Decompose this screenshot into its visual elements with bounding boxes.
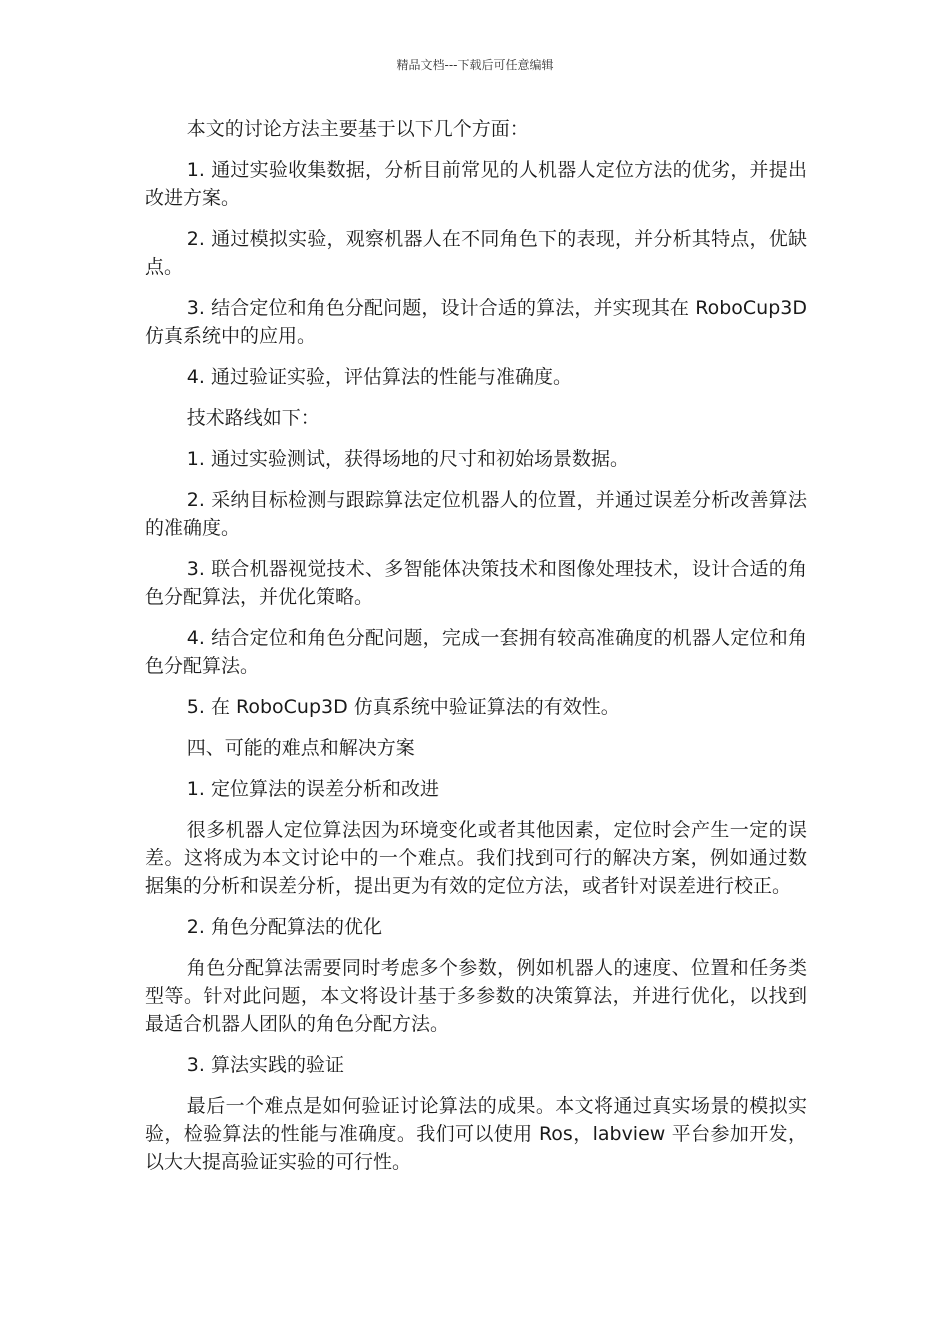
document-body bbox=[145, 115, 807, 1189]
subsection-heading: 3. 算法实践的验证 bbox=[186, 1054, 344, 1076]
section-heading: 四、可能的难点和解决方案 bbox=[186, 737, 415, 759]
subsection-heading: 1. 定位算法的误差分析和改进 bbox=[186, 778, 439, 800]
paragraph: 4. 结合定位和角色分配问题，完成一套拥有较高准确度的机器人定位和角色分配算法。 bbox=[145, 627, 807, 677]
subsection-heading: 2. 角色分配算法的优化 bbox=[186, 916, 382, 938]
paragraph: 本文的讨论方法主要基于以下几个方面： bbox=[186, 118, 529, 140]
paragraph: 角色分配算法需要同时考虑多个参数，例如机器人的速度、位置和任务类型等。针对此问题，本文将设计基于多参数的决策算法，并进行优化，以找到最适合机器人团队的角色分配方法。 bbox=[145, 957, 807, 1035]
paragraph: 5. 在 RoboCup3D 仿真系统中验证算法的有效性。 bbox=[186, 696, 620, 718]
paragraph: 3. 联合机器视觉技术、多智能体决策技术和图像处理技术，设计合适的角色分配算法，并优化策略。 bbox=[145, 558, 807, 608]
paragraph: 2. 通过模拟实验，观察机器人在不同角色下的表现，并分析其特点，优缺点。 bbox=[145, 228, 807, 278]
paragraph: 很多机器人定位算法因为环境变化或者其他因素，定位时会产生一定的误差。这将成为本文讨论中的一个难点。我们找到可行的解决方案，例如通过数据集的分析和误差分析，提出更为有效的定位方法，或者针对误差进行校正。 bbox=[145, 819, 807, 897]
page-header: 精品文档---下载后可任意编辑 bbox=[396, 58, 554, 72]
paragraph: 1. 通过实验测试，获得场地的尺寸和初始场景数据。 bbox=[186, 448, 629, 470]
paragraph: 4. 通过验证实验，评估算法的性能与准确度。 bbox=[186, 366, 572, 388]
section-heading: 技术路线如下： bbox=[186, 407, 320, 429]
paragraph: 3. 结合定位和角色分配问题，设计合适的算法，并实现其在 RoboCup3D 仿真系统中的应用。 bbox=[145, 297, 807, 347]
paragraph: 2. 采纳目标检测与跟踪算法定位机器人的位置，并通过误差分析改善算法的准确度。 bbox=[145, 489, 807, 539]
paragraph: 最后一个难点是如何验证讨论算法的成果。本文将通过真实场景的模拟实验，检验算法的性能与准确度。我们可以使用 Ros，labview 平台参加开发，以大大提高验证实验的可行性。 bbox=[145, 1095, 807, 1173]
paragraph: 1. 通过实验收集数据，分析目前常见的人机器人定位方法的优劣，并提出改进方案。 bbox=[145, 159, 807, 209]
